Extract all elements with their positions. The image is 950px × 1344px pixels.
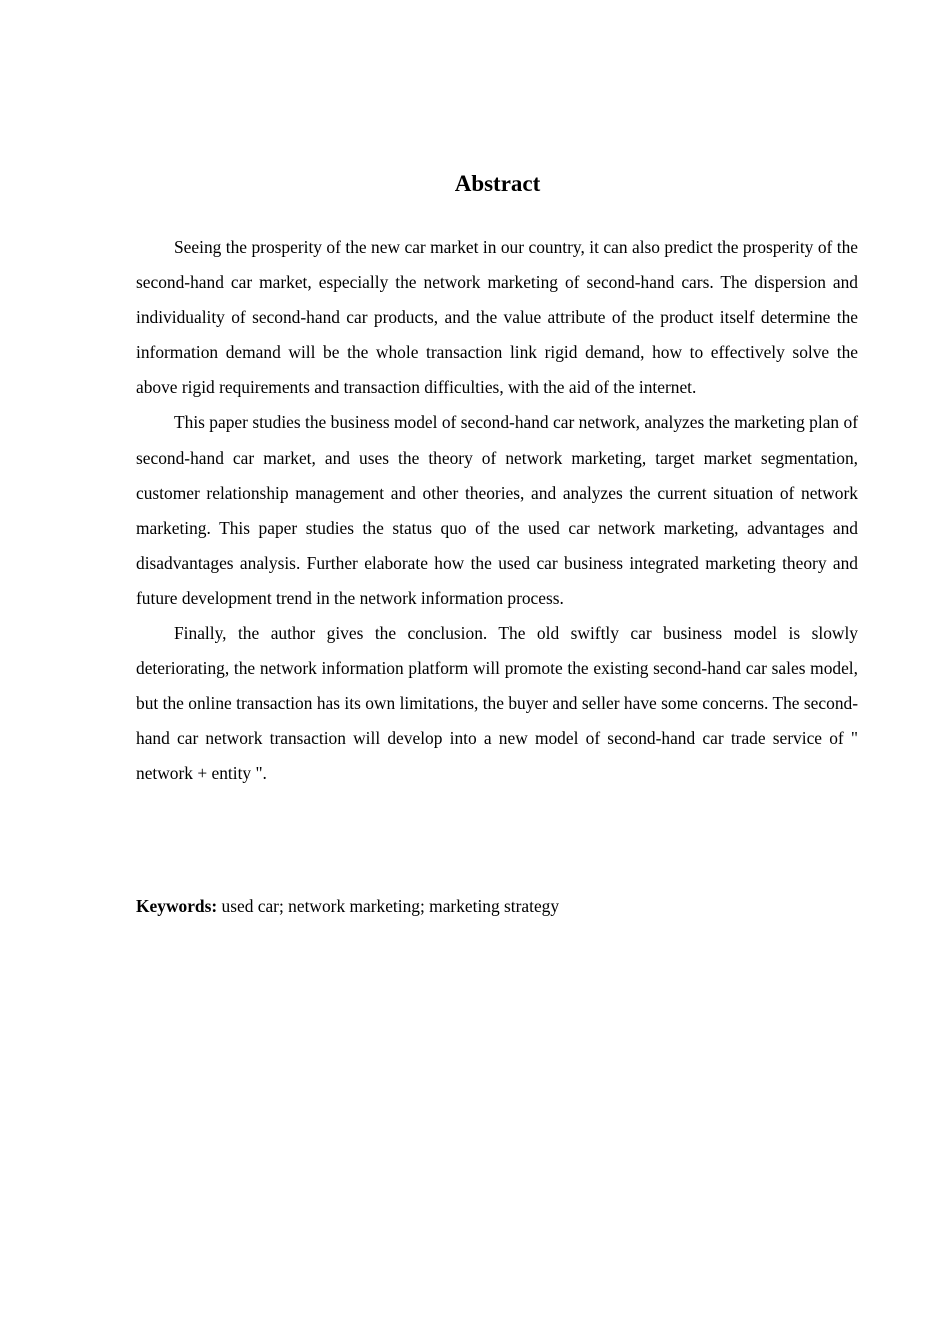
abstract-body xyxy=(136,230,858,792)
abstract-paragraph-3: Finally, the author gives the conclusion. The old swiftly car business model is slowly deteriorating, the network information platform will promote the existing second-hand car sales model, but the online transaction has its own limitations, the buyer and seller have some concerns. The second-hand car network transaction will develop into a new model of second-hand car trade service of " network + entity ". xyxy=(136,623,858,784)
abstract-paragraph-1: Seeing the prosperity of the new car market in our country, it can also predict the prosperity of the second-hand car market, especially the network marketing of second-hand cars. The dispersion and individuality of second-hand car products, and the value attribute of the product itself determine the information demand will be the whole transaction link rigid demand, how to effectively solve the above rigid requirements and transaction difficulties, with the aid of the internet. xyxy=(136,237,858,398)
keywords-line xyxy=(136,891,858,921)
keywords-label: Keywords: xyxy=(136,896,218,916)
abstract-paragraph-2: This paper studies the business model of second-hand car network, analyzes the marketing plan of second-hand car market, and uses the theory of network marketing, target market segmentation, customer relationship management and other theories, and analyzes the current situation of network marketing. This paper studies the status quo of the used car network marketing, advantages and disadvantages analysis. Further elaborate how the used car business integrated marketing theory and future development trend in the network information process. xyxy=(136,412,858,608)
keywords-text: used car; network marketing; marketing strategy xyxy=(221,896,560,916)
abstract-title: Abstract xyxy=(454,171,541,196)
